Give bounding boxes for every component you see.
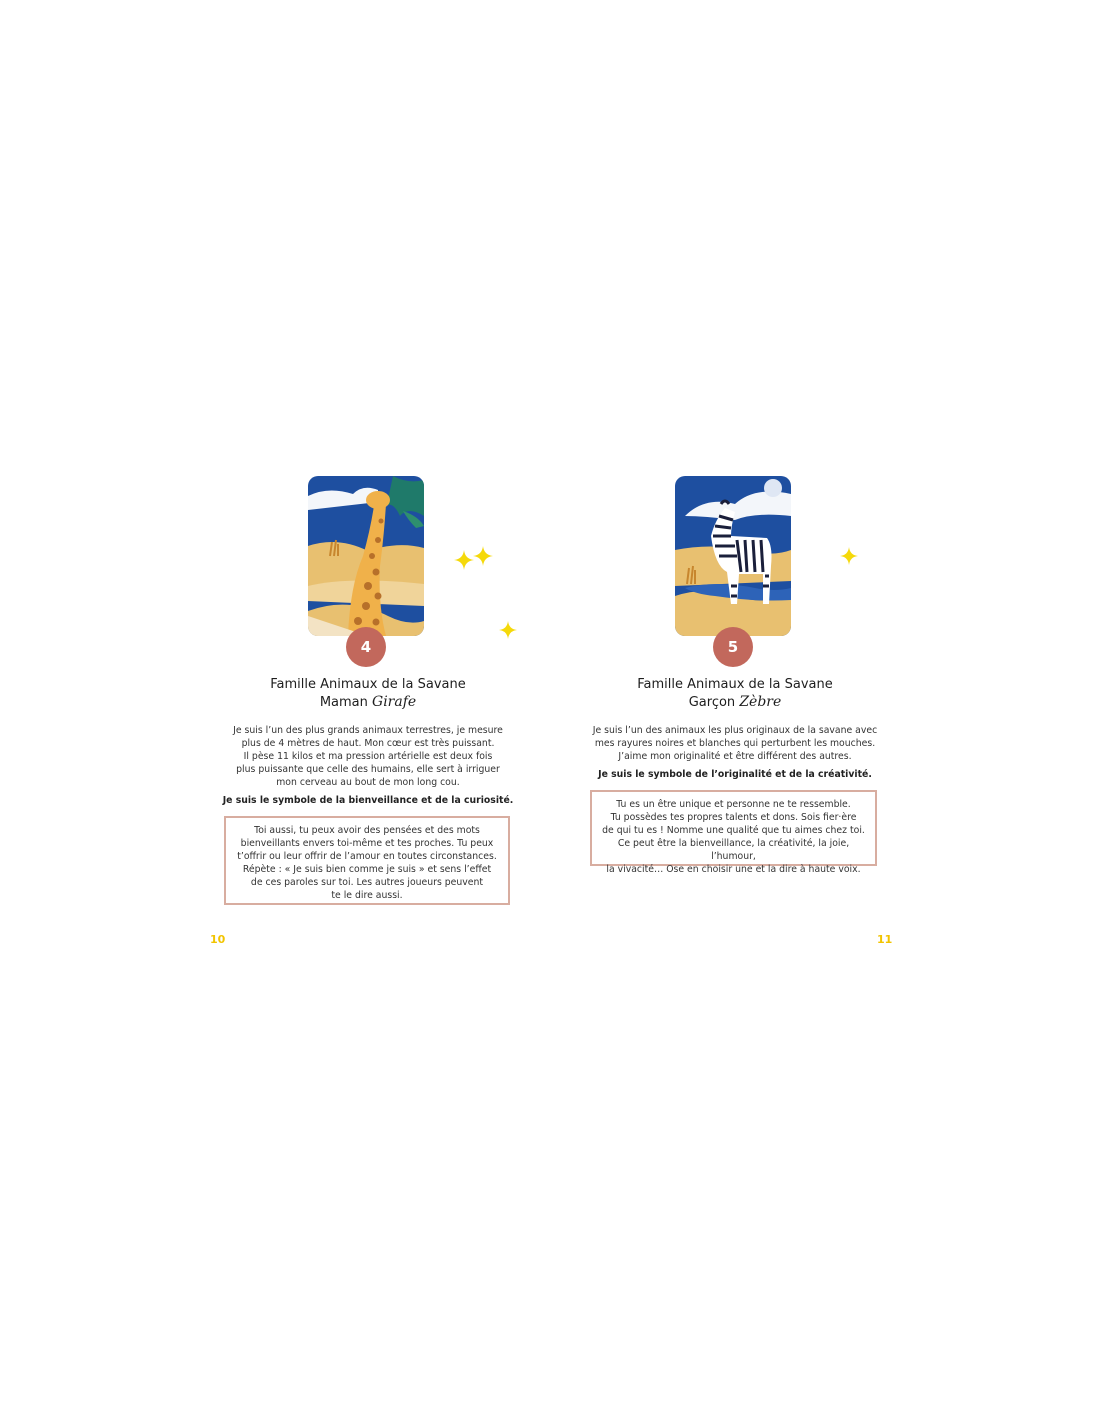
species-title <box>218 694 518 710</box>
box-line: de qui tu es ! Nomme une qualité que tu aimes chez toi. <box>602 825 865 836</box>
description-line: plus de 4 mètres de haut. Mon cœur est très puissant. <box>241 738 495 749</box>
sparkle-icon <box>499 621 517 639</box>
giraffe-card-illustration <box>308 476 424 636</box>
animal-name: Zèbre <box>739 694 782 710</box>
symbol-statement: Je suis le symbole de l’originalité et de la créativité. <box>598 769 872 780</box>
family-title: Famille Animaux de la Savane <box>270 677 466 692</box>
box-line: Tu es un être unique et personne ne te ressemble. <box>616 799 851 810</box>
card-number-badge: 4 <box>346 627 386 667</box>
description-line: Je suis l’un des plus grands animaux terrestres, je mesure <box>233 725 503 736</box>
sparkle-icon <box>840 547 858 565</box>
affirmation-box <box>590 790 877 875</box>
species-title <box>585 694 885 710</box>
description-line: Je suis l’un des animaux les plus originaux de la savane avec <box>592 725 878 736</box>
description <box>585 724 885 763</box>
description-line: mes rayures noires et blanches qui perturbent les mouches. <box>594 738 876 749</box>
description <box>218 724 518 789</box>
box-line: la vivacité… Ose en choisir une et la dire à haute voix. <box>606 864 861 875</box>
sparkle-icon <box>473 546 493 566</box>
box-line: t’offrir ou leur offrir de l’amour en toutes circonstances. <box>237 851 497 862</box>
animal-name: Girafe <box>372 694 417 710</box>
page-number-left: 10 <box>210 933 226 946</box>
role-label: Garçon <box>688 695 736 710</box>
symbol-statement: Je suis le symbole de la bienveillance et de la curiosité. <box>222 795 514 806</box>
description-line: plus puissante que celle des humains, elle sert à irriguer <box>236 764 500 775</box>
card-number-badge: 5 <box>713 627 753 667</box>
box-line: de ces paroles sur toi. Les autres joueurs peuvent <box>250 877 484 888</box>
affirmation-box <box>224 816 510 905</box>
description-line: Il pèse 11 kilos et ma pression artérielle est deux fois <box>243 751 493 762</box>
description-line: mon cerveau au bout de mon long cou. <box>276 777 460 788</box>
page-number-right: 11 <box>877 933 893 946</box>
box-line: Ce peut être la bienveillance, la créativité, la joie, l’humour, <box>617 838 850 862</box>
box-line: Répète : « Je suis bien comme je suis » et sens l’effet <box>242 864 492 875</box>
box-line: bienveillants envers toi-même et tes proches. Tu peux <box>240 838 494 849</box>
box-line: Tu possèdes tes propres talents et dons. Sois fier·ère <box>610 812 857 823</box>
box-line: Toi aussi, tu peux avoir des pensées et des mots <box>254 825 480 836</box>
description-line: J’aime mon originalité et être différent des autres. <box>618 751 852 762</box>
role-label: Maman <box>319 695 368 710</box>
zebra-card-illustration <box>675 476 791 636</box>
family-title: Famille Animaux de la Savane <box>637 677 833 692</box>
sparkle-icon <box>454 550 474 570</box>
box-line: te le dire aussi. <box>331 890 403 901</box>
